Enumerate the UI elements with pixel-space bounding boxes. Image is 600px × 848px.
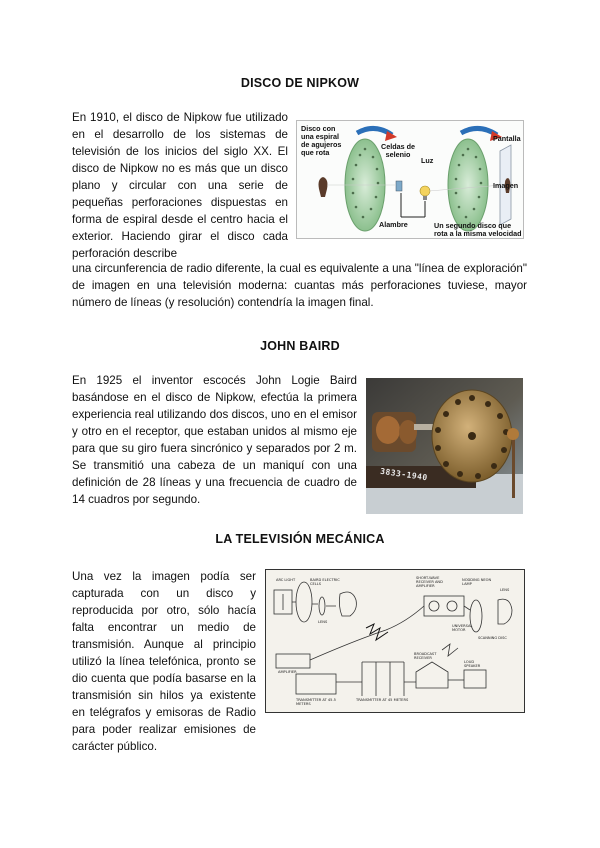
schematic-label-shortwave: SHORT-WAVE RECEIVER AND AMPLIFIER: [416, 576, 443, 588]
schematic-label-transmitter-2: TRANSMITTER AT 45.5 METERS: [296, 698, 336, 706]
baird-paragraph: En 1925 el inventor escocés John Logie Baird basándose en el disco de Nipkow, efectúa la primera experiencia real utilizando dos discos, uno en el emisor y otro en el receptor, que estaban unidos al mismo eje para que su giro fuera sincrónico y separados por 2 m. Se transmitió una cabeza de un maniquí con una definición de 28 líneas y una frecuencia de cuadro de 14 cuadros por segundo.: [72, 374, 357, 506]
baird-apparatus-photo: [366, 378, 523, 514]
schematic-graphic: [266, 570, 524, 712]
schematic-label-arc-light: ARC LIGHT: [276, 578, 296, 582]
light-bulb-icon: [420, 186, 430, 196]
schematic-label-neon-lamp: NODDING NEON LAMP: [462, 578, 492, 586]
nipkow-disc-diagram: [296, 120, 524, 239]
baird-photo-tag: 3833-1940: [379, 466, 429, 483]
section-title-mechanical: LA TELEVISIÓN MECÁNICA: [215, 532, 385, 546]
nipkow-paragraph-wrap: En 1910, el disco de Nipkow fue utilizado en el desarrollo de los sistemas de televisión de los inicios del siglo XX. El disco de Nipkow no es más que un disco plano y circular con una serie de pequeñas perforaciones dispuestas en forma de espiral desde el centro hacia el exterior. Haciendo girar el disco cada perforación describe: [72, 111, 288, 260]
mechanical-tv-schematic: [265, 569, 525, 713]
baird-photo-graphic: [366, 378, 523, 514]
label-second-disc: Un segundo disco que rota a la misma velocidad: [434, 221, 522, 238]
schematic-label-lens-left: LENS: [318, 620, 328, 624]
label-light: Luz: [421, 156, 434, 165]
label-screen: Pantalla: [493, 134, 521, 143]
label-disc: Disco con una espiral de agujeros que rota: [301, 124, 342, 157]
section-title-baird: JOHN BAIRD: [260, 339, 340, 353]
schematic-label-motor: UNIVERSAL MOTOR: [452, 624, 473, 632]
label-wire: Alambre: [379, 220, 408, 229]
source-object-icon: [319, 177, 328, 197]
section-title-nipkow: DISCO DE NIPKOW: [240, 76, 360, 90]
schematic-label-loud-speaker: LOUD SPEAKER: [464, 660, 481, 668]
label-image: Imagen: [493, 181, 519, 190]
selenium-cell-icon: [396, 181, 402, 191]
nipkow-paragraph-full: una circunferencia de radio diferente, la cual es equivalente a una "línea de exploración" de imagen en una televisión moderna: cuantas más perforaciones tuviese, mayor número de líneas (y resolución) contendría la imagen final.: [72, 262, 527, 309]
right-disc: [448, 139, 488, 231]
mechanical-paragraph: Una vez la imagen podía ser capturada con un disco y reproducida por otro, sólo hacía falta encontrar un medio de transmisión. Aunque al principio utilizó la línea telefónica, pronto se dio cuenta que podía basarse en la transmisión sin hilos ya existente en telégrafos y emisoras de Radio para poder realizar emisiones de carácter público.: [72, 570, 256, 753]
schematic-label-cells: BAIRD ELECTRIC CELLS: [310, 578, 340, 586]
schematic-label-lens-right: LENS: [500, 588, 510, 592]
schematic-label-transmitter: TRANSMITTER AT 45 METERS: [356, 698, 409, 702]
schematic-label-broadcast-receiver: BROADCAST RECEIVER: [414, 652, 437, 660]
label-selenium-cells: Celdas de selenio: [381, 142, 415, 159]
schematic-label-amplifier: AMPLIFIER: [278, 670, 297, 674]
schematic-label-scanning-disc: SCANNING DISC: [478, 636, 507, 640]
